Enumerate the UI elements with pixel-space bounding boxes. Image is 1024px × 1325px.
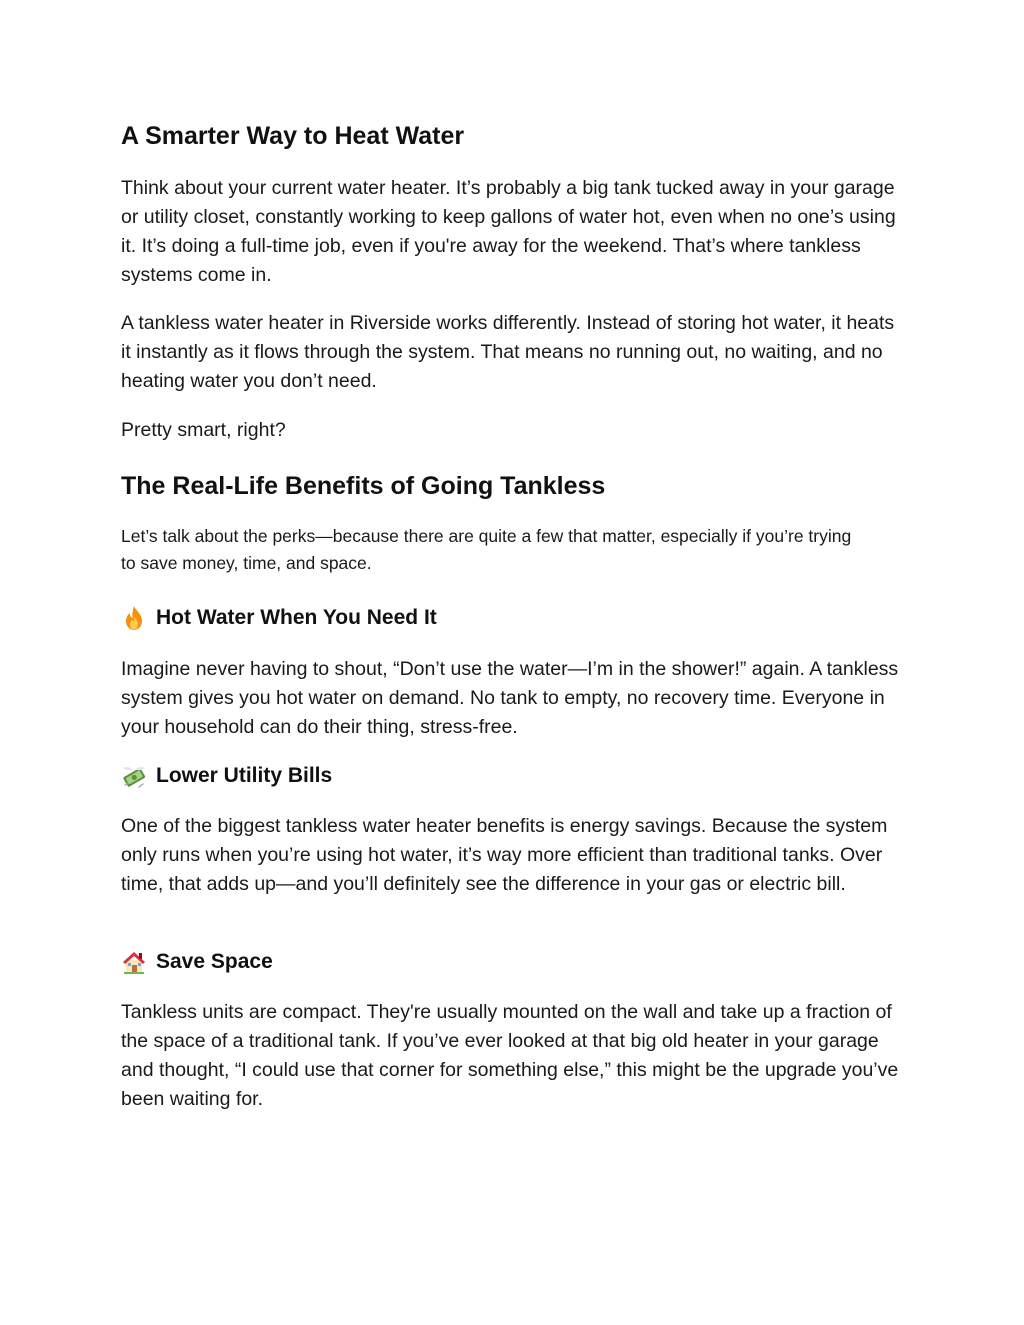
paragraph-current-heater: Think about your current water heater. It’s probably a big tank tucked away in your garage or utility closet, constantly working to keep gallons of water hot, even when no one’s using it. It’s doing a full-time job, even if you're away for the weekend. That’s where tankless systems come in.: [121, 177, 896, 286]
benefit-title: Save Space: [156, 950, 273, 973]
paragraph-pretty-smart: Pretty smart, right?: [121, 419, 286, 441]
benefit-text-save-space: Tankless units are compact. They're usually mounted on the wall and take up a fraction of the space of a traditional tank. If you’ve ever looked at that big old heater in your garage and thought, “I could use that corner for something else,” this might be the upgrade you’ve been waiting for.: [121, 1001, 899, 1110]
benefit-text-lower-bills: One of the biggest tankless water heater benefits is energy savings. Because the system only runs when you’re using hot water, it’s way more efficient than traditional tanks. Over time, that adds up—and you’ll definitely see the difference in your gas or electric bill.: [121, 815, 888, 895]
benefit-heading-save-space: [121, 949, 273, 975]
money-with-wings-icon: [121, 763, 147, 789]
benefit-text-hot-water: Imagine never having to shout, “Don’t use the water—I’m in the shower!” again. A tankless system gives you hot water on demand. No tank to empty, no recovery time. Everyone in your household can do their thing, stress-free.: [121, 658, 899, 738]
benefit-heading-hot-water: [121, 605, 437, 631]
section-heading-benefits: The Real-Life Benefits of Going Tankless: [121, 472, 606, 500]
benefit-heading-lower-bills: [121, 763, 332, 789]
paragraph-tankless-riverside: A tankless water heater in Riverside works differently. Instead of storing hot water, it heats it instantly as it flows through the system. That means no running out, no waiting, and no heating water you don’t need.: [121, 312, 895, 392]
section-heading-smarter-way: A Smarter Way to Heat Water: [121, 122, 465, 150]
house-icon: [121, 949, 147, 975]
fire-icon: [121, 605, 147, 631]
benefit-title: Hot Water When You Need It: [156, 606, 437, 629]
benefit-title: Lower Utility Bills: [156, 764, 333, 787]
paragraph-perks-intro: Let’s talk about the perks—because there are quite a few that matter, especially if you’re trying to save money, time, and space.: [121, 526, 852, 573]
